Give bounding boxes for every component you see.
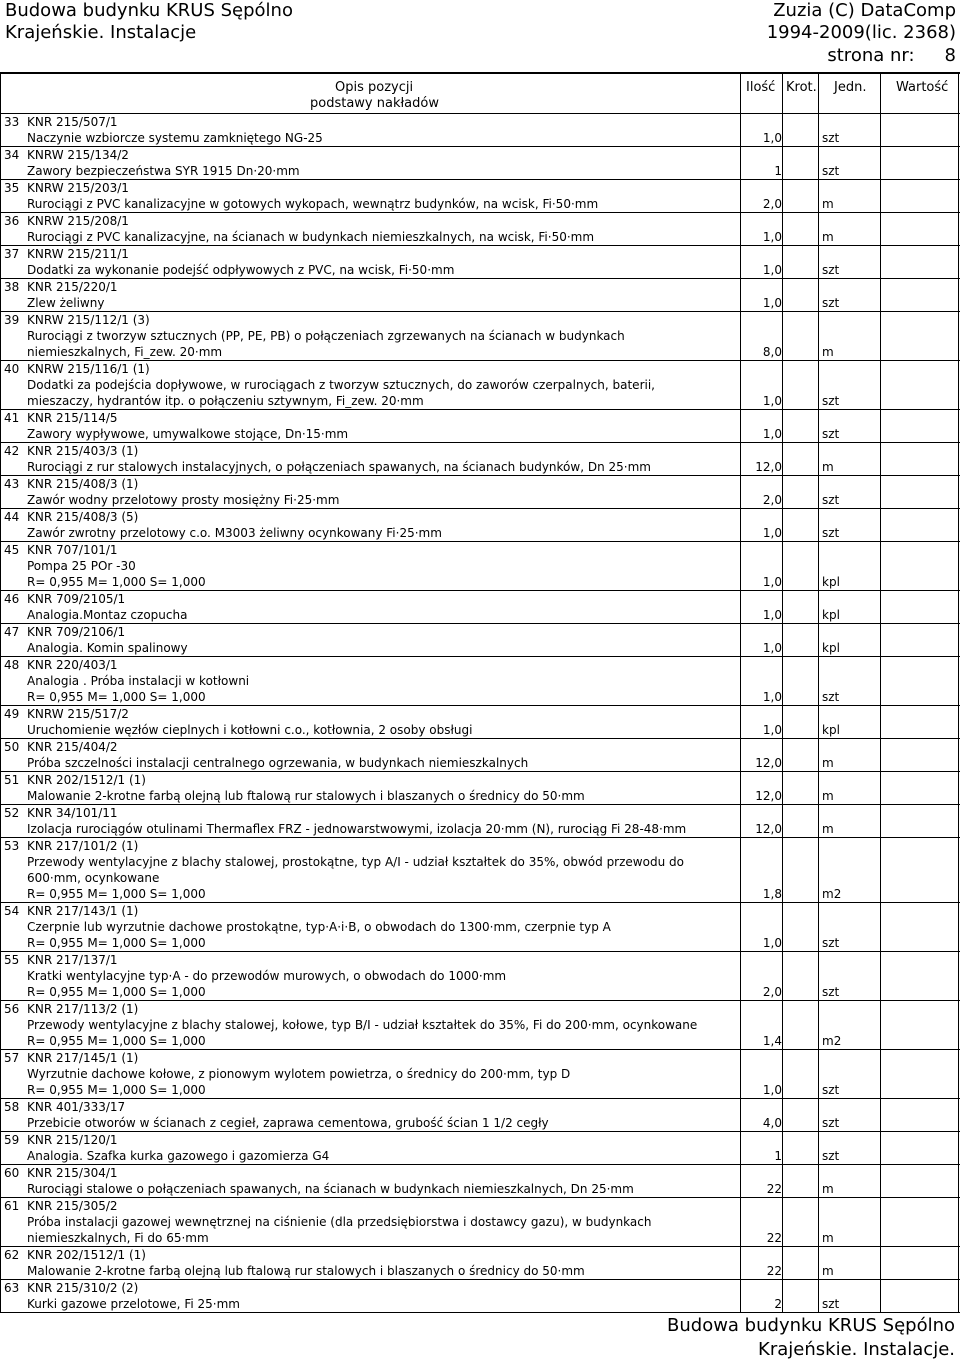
table-row: [0, 1132, 960, 1165]
row-unit: m2: [822, 887, 842, 901]
row-number: 44: [4, 510, 20, 524]
row-quantity: 1,0: [762, 131, 782, 145]
table-border-left: [0, 74, 1, 1313]
row-norm-code: KNR 215/507/1: [27, 115, 118, 129]
row-unit: m: [822, 822, 834, 836]
row-norm-code: KNRW 215/211/1: [27, 247, 129, 261]
row-number: 54: [4, 904, 20, 918]
row-quantity: 4,0: [762, 1116, 782, 1130]
footer-line1: Budowa budynku KRUS Sępólno: [667, 1315, 955, 1336]
row-unit: szt: [822, 164, 840, 178]
col-opis: Opis pozycji: [335, 80, 414, 95]
row-number: 45: [4, 543, 20, 557]
row-unit: szt: [822, 427, 840, 441]
col-krot: Krot.: [786, 80, 817, 95]
row-quantity: 1,0: [762, 936, 782, 950]
row-norm-code: KNR 215/120/1: [27, 1133, 118, 1147]
row-number: 40: [4, 362, 20, 376]
row-description-line: Przebicie otworów w ścianach z cegieł, zaprawa cementowa, grubość ścian 1 1/2 cegły: [27, 1116, 549, 1130]
row-quantity: 1,4: [762, 1034, 782, 1048]
page-label: strona nr:: [827, 45, 915, 66]
row-description-line: Zawory bezpieczeństwa SYR 1915 Dn·20·mm: [27, 164, 300, 178]
row-unit: kpl: [822, 575, 840, 589]
table-row: [0, 213, 960, 246]
row-unit: szt: [822, 394, 840, 408]
row-norm-code: KNR 217/113/2 (1): [27, 1002, 139, 1016]
row-description-line: Naczynie wzbiorcze systemu zamkniętego NG-25: [27, 131, 323, 145]
row-quantity: 1,0: [762, 263, 782, 277]
row-description-line: Analogia . Próba instalacji w kotłowni: [27, 674, 250, 688]
table-row: [0, 1001, 960, 1050]
row-norm-code: KNR 202/1512/1 (1): [27, 1248, 146, 1262]
table-row: [0, 1165, 960, 1198]
row-norm-code: KNR 220/403/1: [27, 658, 118, 672]
row-description-line: Rurociągi z tworzyw sztucznych (PP, PE, PB) o połączeniach zgrzewanych na ścianach w budynkach: [27, 329, 625, 343]
row-norm-code: KNR 34/101/11: [27, 806, 118, 820]
row-number: 57: [4, 1051, 20, 1065]
row-norm-code: KNR 215/220/1: [27, 280, 118, 294]
table-row: [0, 1280, 960, 1313]
row-norm-code: KNR 215/408/3 (5): [27, 510, 139, 524]
row-description-line: Próba szczelności instalacji centralnego ogrzewania, w budynkach niemieszkalnych: [27, 756, 529, 770]
row-quantity: 12,0: [755, 460, 782, 474]
table-row: [0, 739, 960, 772]
row-norm-code: KNR 217/101/2 (1): [27, 839, 139, 853]
row-norm-code: KNRW 215/203/1: [27, 181, 129, 195]
row-description-line: Dodatki za wykonanie podejść odpływowych z PVC, na wcisk, Fi·50·mm: [27, 263, 455, 277]
row-unit: m: [822, 1231, 834, 1245]
row-number: 63: [4, 1281, 20, 1295]
row-unit: kpl: [822, 723, 840, 737]
row-unit: szt: [822, 131, 840, 145]
row-number: 52: [4, 806, 20, 820]
col-wartosc: Wartość: [896, 80, 949, 95]
table-row: [0, 903, 960, 952]
row-number: 56: [4, 1002, 20, 1016]
table-row: [0, 410, 960, 443]
col-jedn: Jedn.: [834, 80, 867, 95]
row-unit: m: [822, 1264, 834, 1278]
row-number: 35: [4, 181, 20, 195]
row-unit: szt: [822, 985, 840, 999]
row-unit: szt: [822, 526, 840, 540]
row-description-line: Analogia. Komin spalinowy: [27, 641, 188, 655]
row-unit: szt: [822, 936, 840, 950]
row-description-line: Zawór wodny przelotowy prosty mosiężny Fi·25·mm: [27, 493, 340, 507]
row-number: 36: [4, 214, 20, 228]
row-quantity: 2,0: [762, 493, 782, 507]
row-description-line: Analogia. Szafka kurka gazowego i gazomierza G4: [27, 1149, 330, 1163]
row-unit: kpl: [822, 641, 840, 655]
row-unit: szt: [822, 263, 840, 277]
table-body: [0, 114, 960, 1313]
row-number: 46: [4, 592, 20, 606]
row-norm-code: KNR 202/1512/1 (1): [27, 773, 146, 787]
row-description-line: R= 0,955 M= 1,000 S= 1,000: [27, 1083, 206, 1097]
row-description-line: Kurki gazowe przelotowe, Fi 25·mm: [27, 1297, 240, 1311]
row-unit: kpl: [822, 608, 840, 622]
row-quantity: 1,0: [762, 575, 782, 589]
row-unit: szt: [822, 1083, 840, 1097]
row-description-line: R= 0,955 M= 1,000 S= 1,000: [27, 985, 206, 999]
row-description-line: Malowanie 2-krotne farbą olejną lub ftalową rur stalowych i blaszanych o średnicy do 50·mm: [27, 1264, 585, 1278]
row-quantity: 1,8: [762, 887, 782, 901]
row-quantity: 2,0: [762, 197, 782, 211]
row-number: 59: [4, 1133, 20, 1147]
row-description-line: R= 0,955 M= 1,000 S= 1,000: [27, 887, 206, 901]
row-quantity: 1,0: [762, 690, 782, 704]
row-unit: m: [822, 345, 834, 359]
row-norm-code: KNRW 215/208/1: [27, 214, 129, 228]
row-norm-code: KNR 709/2106/1: [27, 625, 126, 639]
table-row: [0, 952, 960, 1001]
table-row: [0, 591, 960, 624]
row-description-line: Próba instalacji gazowej wewnętrznej na ciśnienie (dla przedsiębiorstwa i dostawcy gazu), w budynkach: [27, 1215, 652, 1229]
row-description-line: Przewody wentylacyjne z blachy stalowej, prostokątne, typ A/I - udział kształtek do 35%, obwód przewodu do: [27, 855, 684, 869]
row-norm-code: KNR 215/404/2: [27, 740, 118, 754]
row-norm-code: KNRW 215/517/2: [27, 707, 129, 721]
row-unit: m: [822, 197, 834, 211]
row-quantity: 12,0: [755, 822, 782, 836]
row-description-line: Dodatki za podejścia dopływowe, w rurociągach z tworzyw sztucznych, do zaworów czerpalnych, baterii,: [27, 378, 655, 392]
page-number: 8: [944, 45, 956, 66]
row-norm-code: KNR 217/145/1 (1): [27, 1051, 139, 1065]
row-quantity: 22: [766, 1182, 782, 1196]
row-description-line: R= 0,955 M= 1,000 S= 1,000: [27, 690, 206, 704]
row-description-line: R= 0,955 M= 1,000 S= 1,000: [27, 936, 206, 950]
row-norm-code: KNR 215/305/2: [27, 1199, 118, 1213]
row-number: 39: [4, 313, 20, 327]
row-description-line: Rurociągi z rur stalowych instalacyjnych, o połączeniach spawanych, na ścianach budynków, Dn 25·mm: [27, 460, 651, 474]
row-unit: m: [822, 789, 834, 803]
row-description-line: mieszaczy, hydrantów itp. o połączeniu sztywnym, Fi_zew. 20·mm: [27, 394, 424, 408]
row-quantity: 1: [774, 164, 782, 178]
row-quantity: 8,0: [762, 345, 782, 359]
col-sep-cena: [880, 74, 881, 1313]
row-description-line: Przewody wentylacyjne z blachy stalowej, kołowe, typ B/I - udział kształtek do 35%, Fi do 200·mm, ocynkowane: [27, 1018, 698, 1032]
row-description-line: Zawór zwrotny przelotowy c.o. M3003 żeliwny ocynkowany Fi·25·mm: [27, 526, 442, 540]
row-number: 42: [4, 444, 20, 458]
row-quantity: 1,0: [762, 1083, 782, 1097]
table-row: [0, 246, 960, 279]
row-quantity: 1,0: [762, 723, 782, 737]
row-description-line: Malowanie 2-krotne farbą olejną lub ftalową rur stalowych i blaszanych o średnicy do 50·mm: [27, 789, 585, 803]
row-description-line: Uruchomienie węzłów cieplnych i kotłowni c.o., kotłownia, 2 osoby obsługi: [27, 723, 473, 737]
col-sep-jedn: [818, 74, 819, 1313]
row-unit: szt: [822, 1116, 840, 1130]
row-number: 37: [4, 247, 20, 261]
row-norm-code: KNR 707/101/1: [27, 543, 118, 557]
row-quantity: 1,0: [762, 526, 782, 540]
table-row: [0, 180, 960, 213]
row-quantity: 1,0: [762, 427, 782, 441]
row-quantity: 1,0: [762, 296, 782, 310]
row-number: 41: [4, 411, 20, 425]
row-number: 55: [4, 953, 20, 967]
row-quantity: 1,0: [762, 394, 782, 408]
row-description-line: Izolacja rurociągów otulinami Thermaflex FRZ - jednowarstwowymi, izolacja 20·mm (N), rurociąg Fi 28-48·mm: [27, 822, 687, 836]
header-title-line2: Krajeńskie. Instalacje: [5, 22, 197, 43]
table-row: [0, 1050, 960, 1099]
table-row: [0, 312, 960, 361]
row-norm-code: KNR 215/310/2 (2): [27, 1281, 139, 1295]
row-description-line: niemieszkalnych, Fi_zew. 20·mm: [27, 345, 223, 359]
row-number: 61: [4, 1199, 20, 1213]
row-number: 49: [4, 707, 20, 721]
row-quantity: 22: [766, 1264, 782, 1278]
row-description-line: 600·mm, ocynkowane: [27, 871, 160, 885]
row-number: 50: [4, 740, 20, 754]
row-quantity: 2: [774, 1297, 782, 1311]
table-row: [0, 772, 960, 805]
row-description-line: Analogia.Montaz czopucha: [27, 608, 188, 622]
row-unit: m: [822, 756, 834, 770]
row-norm-code: KNRW 215/116/1 (1): [27, 362, 150, 376]
page-number-block: [827, 45, 956, 67]
table-row: [0, 509, 960, 542]
table-row: [0, 443, 960, 476]
row-description-line: R= 0,955 M= 1,000 S= 1,000: [27, 575, 206, 589]
col-ilosc: Ilość: [746, 80, 776, 95]
col-sep-krot: [782, 74, 783, 1313]
table-row: [0, 114, 960, 147]
row-norm-code: KNR 215/408/3 (1): [27, 477, 139, 491]
cost-estimate-table: [0, 74, 960, 1313]
table-row: [0, 279, 960, 312]
row-number: 43: [4, 477, 20, 491]
row-number: 62: [4, 1248, 20, 1262]
table-row: [0, 476, 960, 509]
row-description-line: Zawory wypływowe, umywalkowe stojące, Dn·15·mm: [27, 427, 349, 441]
row-quantity: 1,0: [762, 230, 782, 244]
footer-line2: Krajeńskie. Instalacje.: [758, 1339, 955, 1360]
row-number: 33: [4, 115, 20, 129]
row-number: 60: [4, 1166, 20, 1180]
row-quantity: 12,0: [755, 756, 782, 770]
row-unit: m: [822, 230, 834, 244]
table-row: [0, 1247, 960, 1280]
row-number: 38: [4, 280, 20, 294]
row-description-line: Pompa 25 POr -30: [27, 559, 136, 573]
table-row: [0, 1198, 960, 1247]
row-norm-code: KNR 709/2105/1: [27, 592, 126, 606]
row-norm-code: KNRW 215/134/2: [27, 148, 129, 162]
row-description-line: niemieszkalnych, Fi do 65·mm: [27, 1231, 209, 1245]
table-row: [0, 147, 960, 180]
table-row: [0, 1099, 960, 1132]
row-unit: szt: [822, 493, 840, 507]
row-description-line: Kratki wentylacyjne typ·A - do przewodów murowych, o obwodach do 1000·mm: [27, 969, 507, 983]
row-quantity: 12,0: [755, 789, 782, 803]
row-unit: m2: [822, 1034, 842, 1048]
row-norm-code: KNR 217/137/1: [27, 953, 118, 967]
table-row: [0, 542, 960, 591]
table-row: [0, 838, 960, 903]
row-norm-code: KNR 401/333/17: [27, 1100, 126, 1114]
row-norm-code: KNR 215/403/3 (1): [27, 444, 139, 458]
row-number: 34: [4, 148, 20, 162]
row-description-line: R= 0,955 M= 1,000 S= 1,000: [27, 1034, 206, 1048]
row-unit: m: [822, 1182, 834, 1196]
row-unit: szt: [822, 690, 840, 704]
row-norm-code: KNRW 215/112/1 (3): [27, 313, 150, 327]
table-row: [0, 706, 960, 739]
row-description-line: Zlew żeliwny: [27, 296, 105, 310]
table-row: [0, 624, 960, 657]
row-unit: szt: [822, 1149, 840, 1163]
row-description-line: Wyrzutnie dachowe kołowe, z pionowym wylotem powietrza, o średnicy do 200·mm, typ D: [27, 1067, 571, 1081]
row-quantity: 1,0: [762, 608, 782, 622]
col-sep-ilosc: [740, 74, 741, 1313]
table-row: [0, 657, 960, 706]
table-row: [0, 805, 960, 838]
row-description-line: Rurociągi stalowe o połączeniach spawanych, na ścianach w budynkach niemieszkalnych, Dn 25·mm: [27, 1182, 634, 1196]
row-number: 58: [4, 1100, 20, 1114]
row-norm-code: KNR 215/304/1: [27, 1166, 118, 1180]
row-number: 47: [4, 625, 20, 639]
row-norm-code: KNR 217/143/1 (1): [27, 904, 139, 918]
row-description-line: Czerpnie lub wyrzutnie dachowe prostokątne, typ·A·i·B, o obwodach do 1300·mm, czerpnie typ A: [27, 920, 611, 934]
header-license: 1994-2009(lic. 2368): [766, 22, 956, 43]
row-unit: szt: [822, 296, 840, 310]
row-number: 51: [4, 773, 20, 787]
row-quantity: 2,0: [762, 985, 782, 999]
table-header: [0, 74, 960, 114]
table-border-right: [958, 74, 959, 1313]
header-title-line1: Budowa budynku KRUS Sępólno: [5, 0, 293, 21]
row-number: 48: [4, 658, 20, 672]
header-software: Zuzia (C) DataComp: [773, 0, 956, 21]
row-description-line: Rurociągi z PVC kanalizacyjne w gotowych wykopach, wewnątrz budynków, na wcisk, Fi·50·mm: [27, 197, 599, 211]
table-row: [0, 361, 960, 410]
row-quantity: 22: [766, 1231, 782, 1245]
row-description-line: Rurociągi z PVC kanalizacyjne, na ścianach w budynkach niemieszkalnych, na wcisk, Fi·50·mm: [27, 230, 595, 244]
col-podstawa: podstawy nakładów: [310, 96, 439, 111]
row-quantity: 1,0: [762, 641, 782, 655]
row-number: 53: [4, 839, 20, 853]
row-unit: m: [822, 460, 834, 474]
row-norm-code: KNR 215/114/5: [27, 411, 118, 425]
row-unit: szt: [822, 1297, 840, 1311]
row-quantity: 1: [774, 1149, 782, 1163]
